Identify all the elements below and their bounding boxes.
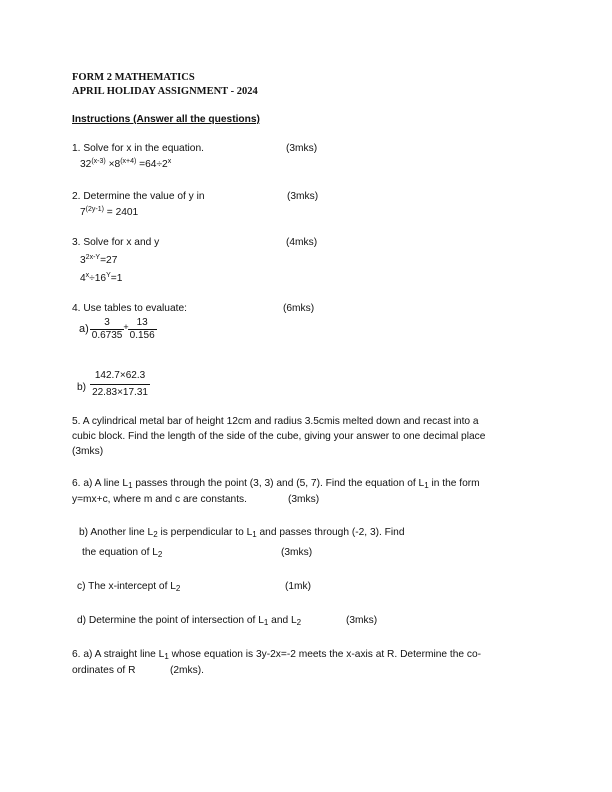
subscript: 1: [128, 481, 133, 490]
text: d) Determine the point of intersection of L: [77, 615, 264, 626]
q5-line-1: 5. A cylindrical metal bar of height 12cm and radius 3.5cmis melted down and recast into a: [72, 416, 479, 427]
text: in the form: [428, 478, 480, 489]
exponent: x: [85, 272, 90, 279]
q4b-label: b): [77, 381, 87, 393]
q4a-label: a): [79, 323, 89, 335]
q2-marks: (3mks): [287, 191, 319, 202]
q3-text: 3. Solve for x and y: [72, 237, 160, 248]
q7-line-2: ordinates of R: [72, 665, 136, 676]
fraction: [91, 370, 149, 399]
q4-marks: (6mks): [283, 303, 315, 314]
text: the equation of L: [82, 547, 158, 558]
q6a-line-1: [72, 477, 480, 490]
q3-equation-2: [80, 272, 122, 285]
q2-text: 2. Determine the value of y in: [72, 191, 205, 202]
text: and passes through (-2, 3). Find: [256, 527, 405, 538]
plus-operator: +: [123, 322, 129, 332]
q4a-expression: [79, 317, 156, 342]
text: 6. a) A straight line L: [72, 649, 165, 660]
q5-line-2: cubic block. Find the length of the side of the cube, giving your answer to one decimal place: [72, 431, 486, 442]
q1-text: 1. Solve for x in the equation.: [72, 143, 204, 154]
subscript: 1: [252, 530, 257, 539]
term: =27: [100, 255, 118, 266]
subscript: 1: [263, 618, 269, 627]
q6d-text: [77, 614, 301, 627]
term: ÷16: [89, 273, 107, 284]
q3-marks: (4mks): [286, 237, 318, 248]
fraction: [129, 317, 156, 342]
q4-text: 4. Use tables to evaluate:: [72, 303, 187, 314]
denominator: 22.83×17.31: [92, 387, 148, 398]
term: =64÷2: [136, 159, 168, 170]
exponent: (x-3): [91, 158, 106, 165]
text: b) Another line L: [79, 527, 154, 538]
q6a-line-2: y=mx+c, where m and c are constants.: [72, 494, 247, 505]
q4b-expression: [77, 370, 149, 399]
subscript: 1: [424, 481, 429, 490]
subscript: 2: [175, 584, 181, 593]
term: 7: [80, 207, 86, 218]
numerator: 3: [90, 317, 125, 330]
q2-equation: [80, 206, 138, 219]
exponent: 2x-Y: [85, 254, 101, 261]
q3-equation-1: [80, 254, 117, 267]
exponent: (2y-1): [85, 206, 104, 213]
text: whose equation is 3y-2x=-2 meets the x-axis at R. Determine the co-: [168, 649, 482, 660]
q1-equation: [80, 158, 171, 171]
document-subtitle: APRIL HOLIDAY ASSIGNMENT - 2024: [72, 86, 258, 97]
q7-line-1: [72, 648, 481, 661]
q6b-line-2: [82, 546, 162, 559]
term: 4: [80, 273, 86, 284]
fraction: [91, 317, 124, 342]
q6c-marks: (1mk): [285, 581, 312, 592]
numerator: 142.7×62.3: [90, 370, 150, 385]
subscript: 2: [157, 550, 163, 559]
q7-marks: (2mks).: [170, 665, 204, 676]
q6b-line-1: [79, 526, 405, 539]
subscript: 1: [164, 652, 169, 661]
text: and L: [268, 615, 297, 626]
term: = 2401: [103, 207, 139, 218]
term: 3: [80, 255, 86, 266]
text: passes through the point (3, 3) and (5, 7). Find the equation of L: [132, 478, 425, 489]
instructions-heading: Instructions (Answer all the questions): [72, 114, 260, 125]
denominator: 0.156: [129, 330, 155, 341]
q5-marks: (3mks): [72, 446, 104, 457]
term: ×8: [105, 159, 121, 170]
document-title: FORM 2 MATHEMATICS: [72, 72, 195, 83]
exponent: (x+4): [120, 158, 137, 165]
exponent: Y: [106, 272, 111, 279]
term: =1: [110, 273, 123, 284]
subscript: 2: [153, 530, 158, 539]
q1-marks: (3mks): [286, 143, 318, 154]
text: 6. a) A line L: [72, 478, 129, 489]
subscript: 2: [296, 618, 302, 627]
exponent: x: [167, 158, 172, 165]
numerator: 13: [128, 317, 157, 330]
text: is perpendicular to L: [157, 527, 253, 538]
q6b-marks: (3mks): [281, 547, 313, 558]
denominator: 0.6735: [91, 330, 123, 341]
q6c-text: [77, 580, 180, 593]
text: c) The x-intercept of L: [77, 581, 176, 592]
q6a-marks: (3mks): [288, 494, 320, 505]
q6d-marks: (3mks): [346, 615, 378, 626]
term: 32: [80, 159, 92, 170]
